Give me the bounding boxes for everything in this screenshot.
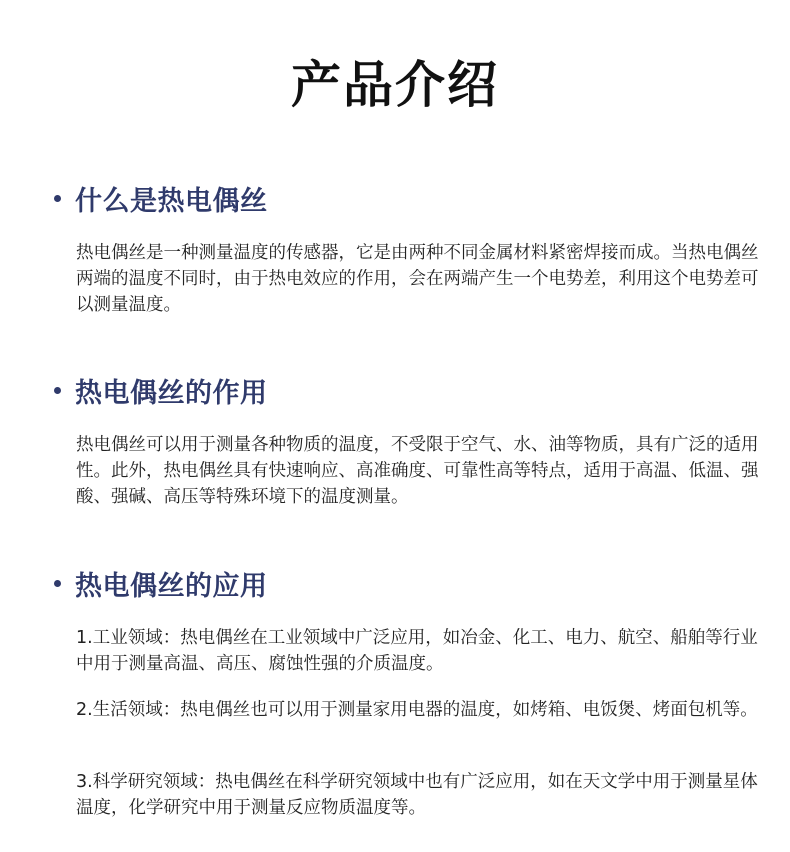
section-body-daily-life	[76, 697, 764, 723]
section-body-industry	[76, 625, 764, 677]
section-heading-application	[54, 563, 268, 603]
section-heading-what-is	[54, 178, 268, 218]
section-title: 热电偶丝的应用	[75, 570, 268, 602]
paragraph: 3.科学研究领域：热电偶丝在科学研究领域中也有广泛应用，如在天文学中用于测量星体温度，化学研究中用于测量反应物质温度等。	[76, 772, 758, 818]
section-heading-function	[54, 370, 268, 410]
paragraph: 2.生活领域：热电偶丝也可以用于测量家用电器的温度，如烤箱、电饭煲、烤面包机等。	[76, 700, 758, 720]
paragraph: 热电偶丝可以用于测量各种物质的温度，不受限于空气、水、油等物质，具有广泛的适用性。此外，热电偶丝具有快速响应、高准确度、可靠性高等特点，适用于高温、低温、强酸、强碱、高压等特殊环境下的温度测量。	[76, 435, 759, 507]
paragraph: 1.工业领域：热电偶丝在工业领域中广泛应用，如冶金、化工、电力、航空、船舶等行业中用于测量高温、高压、腐蚀性强的介质温度。	[76, 628, 758, 674]
section-body-what-is	[76, 240, 764, 318]
section-title: 什么是热电偶丝	[75, 185, 268, 217]
bullet-dot	[54, 195, 61, 202]
bullet-dot	[54, 580, 61, 587]
page-title: 产品介绍	[291, 56, 499, 114]
section-body-function	[76, 432, 764, 510]
paragraph: 热电偶丝是一种测量温度的传感器，它是由两种不同金属材料紧密焊接而成。当热电偶丝两端的温度不同时，由于热电效应的作用，会在两端产生一个电势差，利用这个电势差可以测量温度。	[76, 243, 759, 315]
bullet-dot	[54, 387, 61, 394]
section-title: 热电偶丝的作用	[75, 377, 268, 409]
section-body-science	[76, 769, 764, 821]
